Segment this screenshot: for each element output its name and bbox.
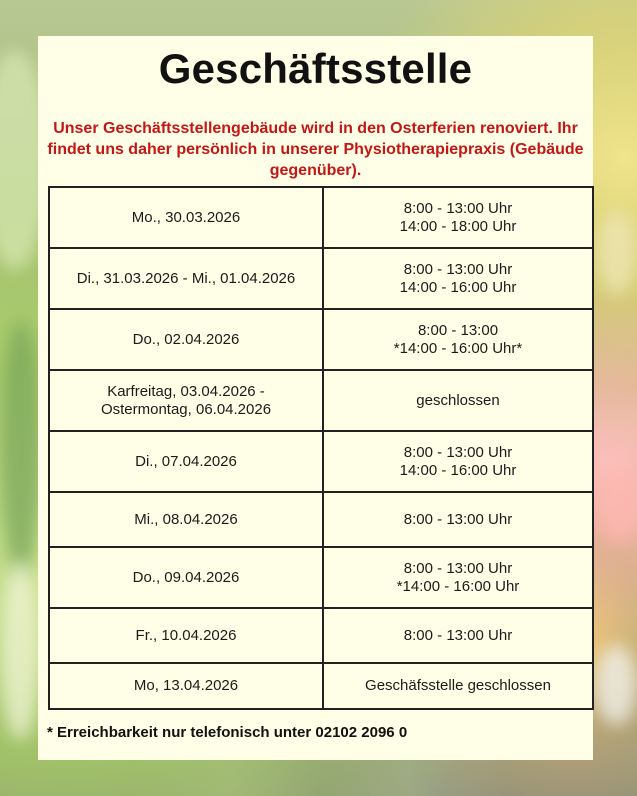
background-blur-pink <box>597 470 637 542</box>
date-cell: Di., 31.03.2026 - Mi., 01.04.2026 <box>49 248 323 309</box>
table-row <box>49 309 593 370</box>
phone-availability-note: * Erreichbarkeit nur telefonisch unter 02102 2096 0 <box>47 724 408 741</box>
date-cell: Do., 02.04.2026 <box>49 309 323 370</box>
renovation-notice: Unser Geschäftsstellengebäude wird in den Osterferien renoviert. Ihr findet uns daher persönlich in unserer Physiotherapiepraxis (Gebäude gegenüber). <box>47 120 584 179</box>
table-row <box>49 663 593 709</box>
opening-hours-table <box>48 186 594 710</box>
hours-cell: 8:00 - 13:00 Uhr *14:00 - 16:00 Uhr <box>323 547 593 608</box>
date-cell: Fr., 10.04.2026 <box>49 608 323 663</box>
hours-cell: 8:00 - 13:00 Uhr <box>323 492 593 547</box>
hours-cell: 8:00 - 13:00 Uhr 14:00 - 16:00 Uhr <box>323 248 593 309</box>
hours-cell: Geschäfsstelle geschlossen <box>323 663 593 709</box>
date-cell: Mo, 13.04.2026 <box>49 663 323 709</box>
table-row <box>49 187 593 248</box>
background-blur-grass <box>0 320 42 580</box>
table-row <box>49 370 593 431</box>
table-row <box>49 608 593 663</box>
date-cell: Karfreitag, 03.04.2026 - Ostermontag, 06.04.2026 <box>49 370 323 431</box>
hours-cell: 8:00 - 13:00 Uhr 14:00 - 16:00 Uhr <box>323 431 593 492</box>
background-blur-egg <box>595 645 637 725</box>
table-row <box>49 248 593 309</box>
notice-card <box>38 36 593 760</box>
table-row <box>49 492 593 547</box>
background-blur-yellow <box>597 210 637 295</box>
hours-cell: 8:00 - 13:00 Uhr 14:00 - 18:00 Uhr <box>323 187 593 248</box>
table-row <box>49 547 593 608</box>
date-cell: Di., 07.04.2026 <box>49 431 323 492</box>
hours-cell: geschlossen <box>323 370 593 431</box>
background-blur-white <box>0 560 40 740</box>
page-title: Geschäftsstelle <box>158 45 473 92</box>
date-cell: Mi., 08.04.2026 <box>49 492 323 547</box>
date-cell: Do., 09.04.2026 <box>49 547 323 608</box>
table-row <box>49 431 593 492</box>
hours-cell: 8:00 - 13:00 Uhr <box>323 608 593 663</box>
hours-cell: 8:00 - 13:00 *14:00 - 16:00 Uhr* <box>323 309 593 370</box>
date-cell: Mo., 30.03.2026 <box>49 187 323 248</box>
